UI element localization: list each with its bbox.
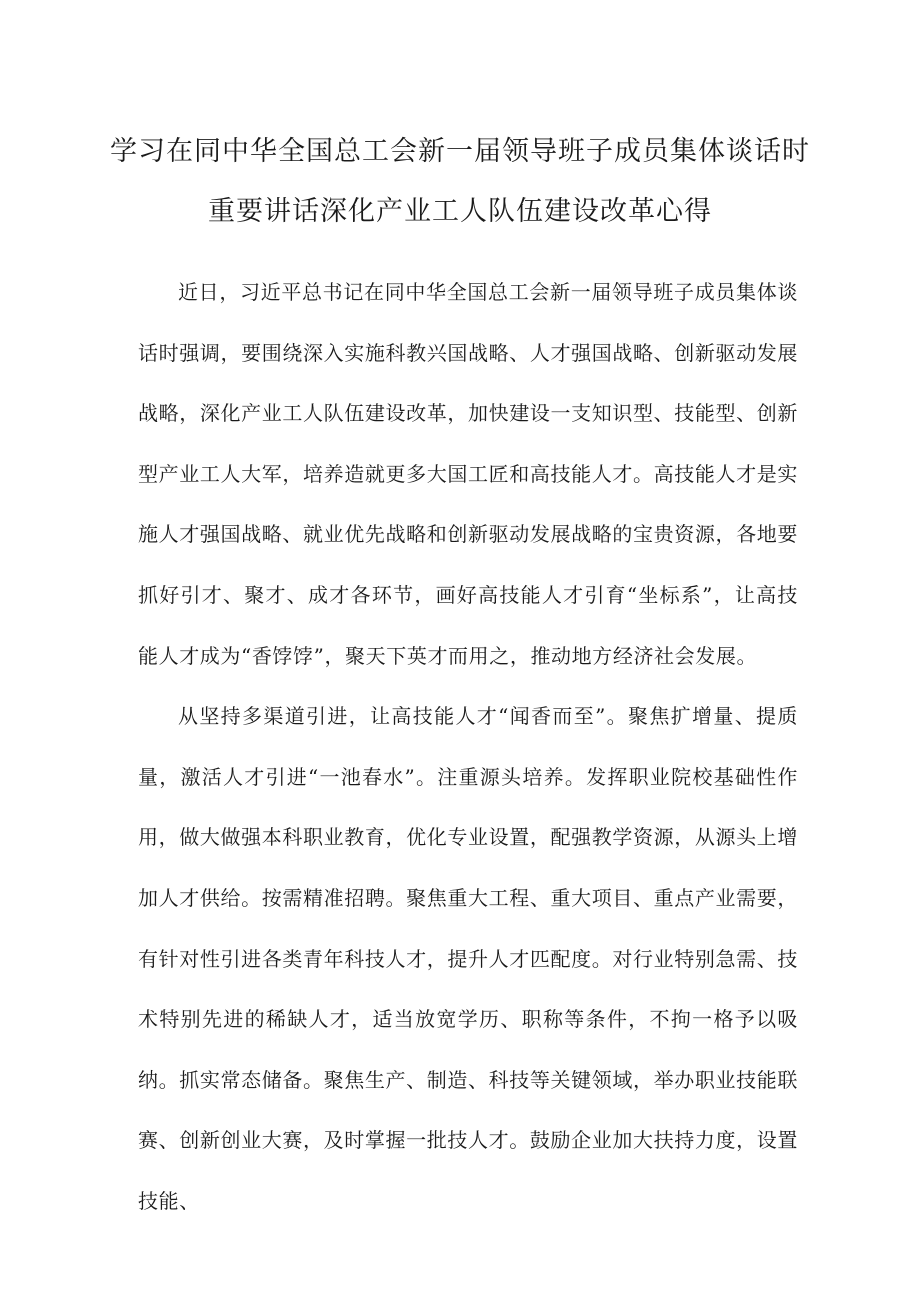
paragraph-2: 从坚持多渠道引进，让高技能人才“闻香而至”。聚焦扩增量、提质量，激活人才引进“一池春水”。注重源头培养。发挥职业院校基础性作用，做大做强本科职业教育，优化专业设置，配强教学资源，从源头上增加人才供给。按需精准招聘。聚焦重大工程、重大项目、重点产业需要，有针对性引进各类青年科技人才，提升人才匹配度。对行业特别急需、技术特别先进的稀缺人才，适当放宽学历、职称等条件，不拘一格予以吸纳。抓实常态储备。聚焦生产、制造、科技等关键领域，举办职业技能联赛、创新创业大赛，及时掌握一批技人才。鼓励企业加大扶持力度，设置技能、 — [138, 704, 798, 1213]
paragraph-1: 近日，习近平总书记在同中华全国总工会新一届领导班子成员集体谈话时强调，要围绕深入实施科教兴国战略、人才强国战略、创新驱动发展战略，深化产业工人队伍建设改革，加快建设一支知识型、技能型、创新型产业工人大军，培养造就更多大国工匠和高技能人才。高技能人才是实施人才强国战略、就业优先战略和创新驱动发展战略的宝贵资源，各地要抓好引才、聚才、成才各环节，画好高技能人才引育“坐标系”，让高技能人才成为“香饽饽”，聚天下英才而用之，推动地方经济社会发展。 — [138, 280, 798, 668]
document-title-line-1: 学习在同中华全国总工会新一届领导班子成员集体谈话时 — [110, 136, 810, 167]
document-body — [138, 262, 798, 1232]
document-title-line-2: 重要讲话深化产业工人队伍建设改革心得 — [208, 196, 712, 227]
